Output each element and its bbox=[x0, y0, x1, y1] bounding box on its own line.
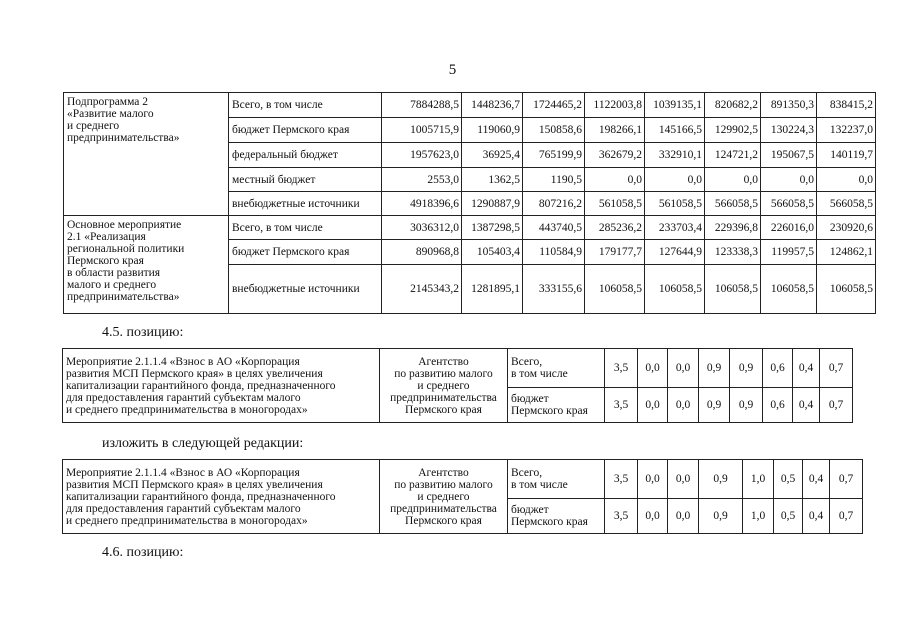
amount-cell: 140119,7 bbox=[817, 143, 876, 168]
amount-cell: 106058,5 bbox=[705, 265, 761, 314]
funding-source-line: в том числе bbox=[511, 479, 568, 491]
amount-cell: 106058,5 bbox=[817, 265, 876, 314]
amount-cell: 36925,4 bbox=[462, 143, 523, 168]
funding-source: внебюджетные источники bbox=[229, 265, 382, 314]
program-label-line: в области развития bbox=[67, 267, 161, 279]
amount-cell: 179177,7 bbox=[585, 240, 645, 265]
amount-cell: 0,0 bbox=[645, 168, 705, 192]
amount-cell: 2145343,2 bbox=[382, 265, 462, 314]
amount-cell: 0,6 bbox=[763, 388, 793, 423]
amount-cell: 0,4 bbox=[803, 499, 830, 534]
agency-name-line: предпринимательства bbox=[390, 391, 497, 404]
amount-cell: 1387298,5 bbox=[462, 216, 523, 240]
funding-source-line: Пермского края bbox=[511, 516, 588, 528]
amount-cell: 3,5 bbox=[605, 349, 638, 388]
funding-source-line: бюджет bbox=[511, 393, 549, 405]
amount-cell: 195067,5 bbox=[761, 143, 817, 168]
amount-cell: 132237,0 bbox=[817, 118, 876, 143]
event-name-line: развития МСП Пермского края» в целях увеличения bbox=[66, 367, 323, 380]
program-label-line: предпринимательства» bbox=[67, 132, 180, 144]
program-label-line: Пермского края bbox=[67, 255, 144, 267]
event-name bbox=[63, 349, 380, 423]
agency-name-line: и среднего bbox=[417, 379, 470, 392]
amount-cell: 0,0 bbox=[761, 168, 817, 192]
event-name-line: для предоставления гарантий субъектам малого bbox=[66, 391, 301, 404]
event-name bbox=[63, 460, 380, 534]
amount-cell: 127644,9 bbox=[645, 240, 705, 265]
amount-cell: 0,0 bbox=[668, 388, 699, 423]
amount-cell: 285236,2 bbox=[585, 216, 645, 240]
amount-cell: 807216,2 bbox=[523, 192, 585, 216]
funding-source: федеральный бюджет bbox=[229, 143, 382, 168]
program-label-line: малого и среднего bbox=[67, 279, 157, 291]
program-label-line: 2.1 «Реализация bbox=[67, 231, 146, 243]
program-label bbox=[64, 93, 229, 216]
funding-source-line: Всего, bbox=[511, 467, 543, 479]
amount-cell: 106058,5 bbox=[585, 265, 645, 314]
amount-cell: 0,4 bbox=[803, 460, 830, 499]
agency-name-line: по развитию малого bbox=[394, 478, 493, 491]
amount-cell: 1190,5 bbox=[523, 168, 585, 192]
event-name-line: Мероприятие 2.1.1.4 «Взнос в АО «Корпорация bbox=[66, 355, 300, 368]
amount-cell: 130224,3 bbox=[761, 118, 817, 143]
event-name-line: и среднего предпринимательства в моногородах» bbox=[66, 514, 308, 527]
agency-name-line: Пермского края bbox=[405, 403, 482, 416]
funding-source-line: в том числе bbox=[511, 368, 568, 380]
amount-cell: 0,0 bbox=[585, 168, 645, 192]
amount-cell: 0,7 bbox=[820, 349, 853, 388]
amount-cell: 105403,4 bbox=[462, 240, 523, 265]
amount-cell: 129902,5 bbox=[705, 118, 761, 143]
amount-cell: 838415,2 bbox=[817, 93, 876, 118]
amount-cell: 0,4 bbox=[793, 349, 820, 388]
amount-cell: 765199,9 bbox=[523, 143, 585, 168]
amount-cell: 0,0 bbox=[668, 499, 699, 534]
program-label-line: «Развитие малого bbox=[67, 108, 154, 120]
program-label-line: Подпрограмма 2 bbox=[67, 96, 149, 108]
amount-cell: 0,0 bbox=[668, 460, 699, 499]
amount-cell: 333155,6 bbox=[523, 265, 585, 314]
amount-cell: 124721,2 bbox=[705, 143, 761, 168]
event-table-new bbox=[62, 459, 863, 534]
amount-cell: 106058,5 bbox=[645, 265, 705, 314]
amount-cell: 1724465,2 bbox=[523, 93, 585, 118]
amount-cell: 0,9 bbox=[699, 349, 730, 388]
agency-name bbox=[380, 460, 508, 534]
amount-cell: 1005715,9 bbox=[382, 118, 462, 143]
amount-cell: 561058,5 bbox=[585, 192, 645, 216]
amount-cell: 123338,3 bbox=[705, 240, 761, 265]
amount-cell: 1039135,1 bbox=[645, 93, 705, 118]
funding-source-line: Пермского края bbox=[511, 405, 588, 417]
amount-cell: 230920,6 bbox=[817, 216, 876, 240]
amount-cell: 891350,3 bbox=[761, 93, 817, 118]
event-name-line: и среднего предпринимательства в моногородах» bbox=[66, 403, 308, 416]
amount-cell: 1448236,7 bbox=[462, 93, 523, 118]
amount-cell: 561058,5 bbox=[645, 192, 705, 216]
amount-cell: 443740,5 bbox=[523, 216, 585, 240]
event-name-line: для предоставления гарантий субъектам малого bbox=[66, 502, 301, 515]
agency-name-line: по развитию малого bbox=[394, 367, 493, 380]
amount-cell: 7884288,5 bbox=[382, 93, 462, 118]
amount-cell: 820682,2 bbox=[705, 93, 761, 118]
agency-name-line: и среднего bbox=[417, 490, 470, 503]
amount-cell: 106058,5 bbox=[761, 265, 817, 314]
agency-name bbox=[380, 349, 508, 423]
amount-cell: 233703,4 bbox=[645, 216, 705, 240]
agency-name-line: Агентство bbox=[418, 466, 469, 479]
table-row bbox=[63, 460, 863, 499]
amount-cell: 3036312,0 bbox=[382, 216, 462, 240]
amount-cell: 1957623,0 bbox=[382, 143, 462, 168]
amount-cell: 110584,9 bbox=[523, 240, 585, 265]
amount-cell: 226016,0 bbox=[761, 216, 817, 240]
amount-cell: 1362,5 bbox=[462, 168, 523, 192]
amount-cell: 0,0 bbox=[638, 460, 668, 499]
program-label-line: и среднего bbox=[67, 120, 120, 132]
agency-name-line: Агентство bbox=[418, 355, 469, 368]
program-label bbox=[64, 216, 229, 314]
funding-source: бюджет Пермского края bbox=[229, 240, 382, 265]
amount-cell: 0,6 bbox=[763, 349, 793, 388]
event-table-old bbox=[62, 348, 853, 423]
amount-cell: 0,9 bbox=[699, 388, 730, 423]
amount-cell: 229396,8 bbox=[705, 216, 761, 240]
table-row bbox=[63, 349, 853, 388]
funding-source bbox=[508, 388, 605, 423]
page-number: 5 bbox=[448, 62, 457, 78]
amount-cell: 566058,5 bbox=[817, 192, 876, 216]
funding-source: Всего, в том числе bbox=[229, 93, 382, 118]
amount-cell: 0,4 bbox=[793, 388, 820, 423]
amount-cell: 0,0 bbox=[817, 168, 876, 192]
amount-cell: 0,9 bbox=[730, 388, 763, 423]
amount-cell: 0,7 bbox=[820, 388, 853, 423]
agency-name-line: Пермского края bbox=[405, 514, 482, 527]
funding-source: внебюджетные источники bbox=[229, 192, 382, 216]
amount-cell: 332910,1 bbox=[645, 143, 705, 168]
amount-cell: 1,0 bbox=[743, 460, 774, 499]
funding-source: местный бюджет bbox=[229, 168, 382, 192]
amount-cell: 145166,5 bbox=[645, 118, 705, 143]
amount-cell: 0,0 bbox=[638, 349, 668, 388]
amount-cell: 4918396,6 bbox=[382, 192, 462, 216]
event-name-line: капитализации гарантийного фонда, предназначенного bbox=[66, 490, 336, 503]
amount-cell: 0,5 bbox=[774, 460, 803, 499]
table-row bbox=[64, 216, 876, 240]
amount-cell: 0,9 bbox=[699, 460, 743, 499]
amount-cell: 0,0 bbox=[638, 388, 668, 423]
amount-cell: 1281895,1 bbox=[462, 265, 523, 314]
table-row bbox=[64, 93, 876, 118]
amount-cell: 0,9 bbox=[730, 349, 763, 388]
funding-source-line: Всего, bbox=[511, 356, 543, 368]
funding-source bbox=[508, 460, 605, 499]
amount-cell: 0,9 bbox=[699, 499, 743, 534]
amount-cell: 119957,5 bbox=[761, 240, 817, 265]
amount-cell: 119060,9 bbox=[462, 118, 523, 143]
amount-cell: 3,5 bbox=[605, 388, 638, 423]
funding-table-subprogram bbox=[63, 92, 876, 314]
amount-cell: 566058,5 bbox=[705, 192, 761, 216]
agency-name-line: предпринимательства bbox=[390, 502, 497, 515]
funding-source bbox=[508, 499, 605, 534]
amount-cell: 0,7 bbox=[830, 499, 863, 534]
program-label-line: Основное мероприятие bbox=[67, 219, 182, 231]
amount-cell: 1290887,9 bbox=[462, 192, 523, 216]
amount-cell: 2553,0 bbox=[382, 168, 462, 192]
funding-source-line: бюджет bbox=[511, 504, 549, 516]
heading-4-5: 4.5. позицию: bbox=[102, 325, 184, 340]
amount-cell: 566058,5 bbox=[761, 192, 817, 216]
amount-cell: 1,0 bbox=[743, 499, 774, 534]
heading-4-6: 4.6. позицию: bbox=[102, 545, 184, 560]
amount-cell: 0,0 bbox=[638, 499, 668, 534]
program-label-line: предпринимательства» bbox=[67, 291, 180, 303]
amount-cell: 0,0 bbox=[668, 349, 699, 388]
funding-source: бюджет Пермского края bbox=[229, 118, 382, 143]
funding-source: Всего, в том числе bbox=[229, 216, 382, 240]
amount-cell: 3,5 bbox=[605, 499, 638, 534]
amount-cell: 362679,2 bbox=[585, 143, 645, 168]
amount-cell: 0,5 bbox=[774, 499, 803, 534]
amount-cell: 1122003,8 bbox=[585, 93, 645, 118]
amount-cell: 198266,1 bbox=[585, 118, 645, 143]
amount-cell: 3,5 bbox=[605, 460, 638, 499]
program-label-line: региональной политики bbox=[67, 243, 185, 255]
amount-cell: 0,7 bbox=[830, 460, 863, 499]
amount-cell: 150858,6 bbox=[523, 118, 585, 143]
heading-edit: изложить в следующей редакции: bbox=[102, 436, 304, 451]
amount-cell: 890968,8 bbox=[382, 240, 462, 265]
event-name-line: развития МСП Пермского края» в целях увеличения bbox=[66, 478, 323, 491]
funding-source bbox=[508, 349, 605, 388]
event-name-line: капитализации гарантийного фонда, предназначенного bbox=[66, 379, 336, 392]
amount-cell: 124862,1 bbox=[817, 240, 876, 265]
amount-cell: 0,0 bbox=[705, 168, 761, 192]
event-name-line: Мероприятие 2.1.1.4 «Взнос в АО «Корпорация bbox=[66, 466, 300, 479]
